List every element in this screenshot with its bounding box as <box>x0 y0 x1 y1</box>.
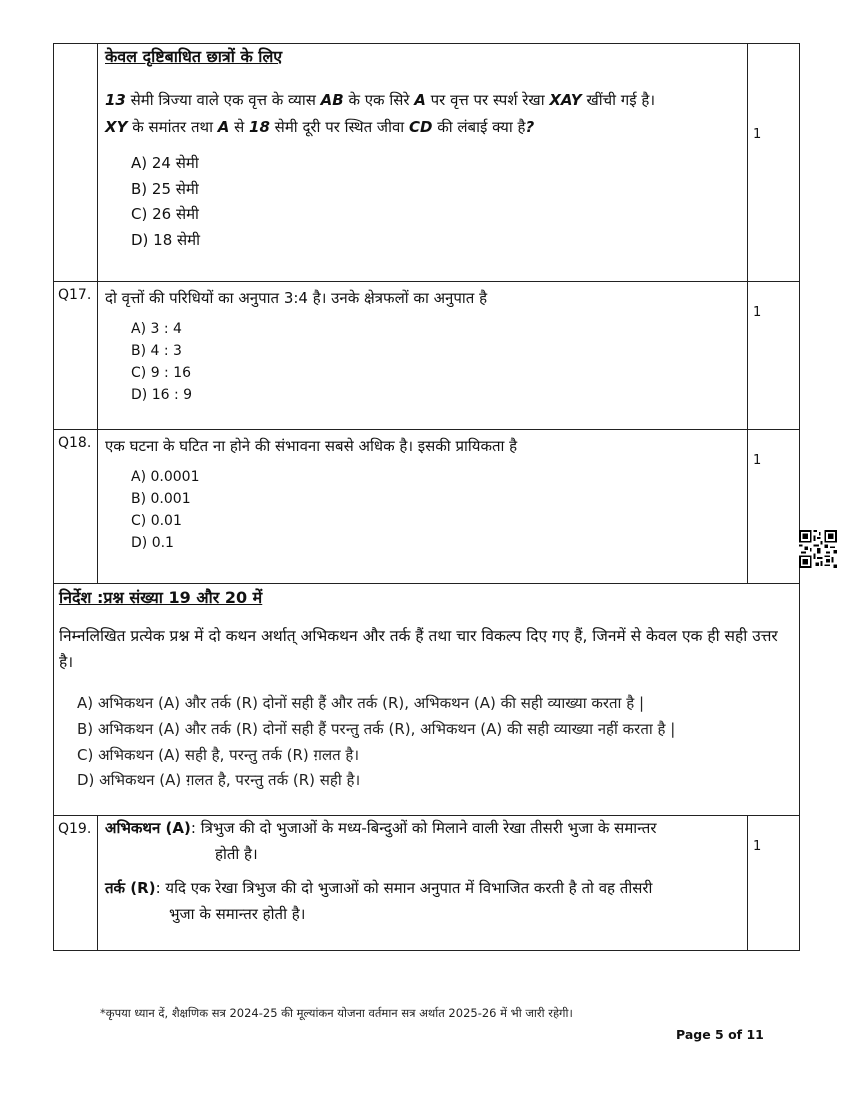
question-number: Q19. <box>58 821 92 837</box>
option-c: C) 0.01 <box>131 513 182 529</box>
vi-options <box>105 151 745 253</box>
option-c: C) 9 : 16 <box>131 365 192 381</box>
assertion-text-line-2: होती है। <box>215 845 258 863</box>
direction-option-c: C) अभिकथन (A) सही है, परन्तु तर्क (R) ग़लत है। <box>77 745 360 764</box>
direction-option-a: A) अभिकथन (A) और तर्क (R) दोनों सही हैं और तर्क (R), अभिकथन (A) की सही व्याख्या करता है | <box>77 694 644 712</box>
page-number: Page 5 of 11 <box>676 1027 764 1042</box>
text-line-2: XY के समांतर तथा A से 18 सेमी दूरी पर स्थित जीवा CD की लंबाई क्या है? <box>105 118 535 136</box>
option-b: B) 25 सेमी <box>131 179 199 198</box>
question-number: Q17. <box>58 287 92 303</box>
question-number: Q18. <box>58 435 92 451</box>
footnote: *कृपया ध्यान दें, शैक्षणिक सत्र 2024-25 की मूल्यांकन योजना वर्तमान सत्र अर्थात 2025-26 में भी जारी रहेगी। <box>100 1006 573 1020</box>
reason-label: तर्क (R) <box>105 879 156 897</box>
option-a: A) 0.0001 <box>131 469 200 485</box>
q19-content <box>105 815 745 927</box>
q18-row <box>53 429 800 583</box>
vi-heading: केवल दृष्टिबाधित छात्रों के लिए <box>105 47 283 66</box>
reason-text-line-2: भुजा के समान्तर होती है। <box>169 905 306 923</box>
q18-content <box>105 433 745 554</box>
q17-text: दो वृत्तों की परिधियों का अनुपात 3:4 है। उनके क्षेत्रफलों का अनुपात है <box>105 289 488 307</box>
option-d: D) 18 सेमी <box>131 230 201 249</box>
q18-options <box>105 466 745 554</box>
marks: 1 <box>753 453 762 468</box>
vi-question-content <box>105 45 745 253</box>
qr-code-icon <box>799 530 837 568</box>
option-a: A) 24 सेमी <box>131 154 199 172</box>
option-b: B) 0.001 <box>131 491 191 507</box>
marks: 1 <box>753 305 762 320</box>
q19-row <box>53 815 800 950</box>
q17-options <box>105 318 745 406</box>
q17-row <box>53 281 800 429</box>
vi-question-text <box>105 87 745 141</box>
assertion-label: अभिकथन (A) <box>105 819 191 837</box>
vi-question-row <box>53 43 800 281</box>
text-line-1: 13 सेमी त्रिज्या वाले एक वृत्त के व्यास AB के एक सिरे A पर वृत्त पर स्पर्श रेखा XAY खींची गई है। <box>105 91 656 109</box>
direction-option-d: D) अभिकथन (A) ग़लत है, परन्तु तर्क (R) सही है। <box>77 771 361 790</box>
table-bottom-border <box>53 950 800 951</box>
option-d: D) 16 : 9 <box>131 387 193 403</box>
directions-text: निम्नलिखित प्रत्येक प्रश्न में दो कथन अर्थात् अभिकथन और तर्क हैं तथा चार विकल्प दिए गए हैं, जिनमें से केवल एक ही सही उत्तर है। <box>59 627 778 671</box>
assertion-text-line-1: : त्रिभुज की दो भुजाओं के मध्य-बिन्दुओं को मिलाने वाली रेखा तीसरी भुजा के समान्तर <box>190 819 657 837</box>
reason <box>105 875 745 901</box>
marks: 1 <box>753 839 762 854</box>
option-c: C) 26 सेमी <box>131 205 199 223</box>
assertion <box>105 815 745 841</box>
q17-content <box>105 285 745 406</box>
directions-row <box>53 583 800 815</box>
option-a: A) 3 : 4 <box>131 321 182 337</box>
question-table <box>53 43 800 951</box>
q18-text: एक घटना के घटित ना होने की संभावना सबसे अधिक है। इसकी प्रायिकता है <box>105 437 518 455</box>
marks: 1 <box>753 127 762 142</box>
directions-options <box>77 691 793 794</box>
option-d: D) 0.1 <box>131 535 174 551</box>
option-b: B) 4 : 3 <box>131 343 182 359</box>
direction-option-b: B) अभिकथन (A) और तर्क (R) दोनों सही हैं परन्तु तर्क (R), अभिकथन (A) की सही व्याख्या नहीं करता है | <box>77 719 676 738</box>
directions-title: निर्देश :प्रश्न संख्या 19 और 20 में <box>59 588 263 607</box>
reason-text-line-1: : यदि एक रेखा त्रिभुज की दो भुजाओं को समान अनुपात में विभाजित करती है तो वह तीसरी <box>155 879 653 897</box>
